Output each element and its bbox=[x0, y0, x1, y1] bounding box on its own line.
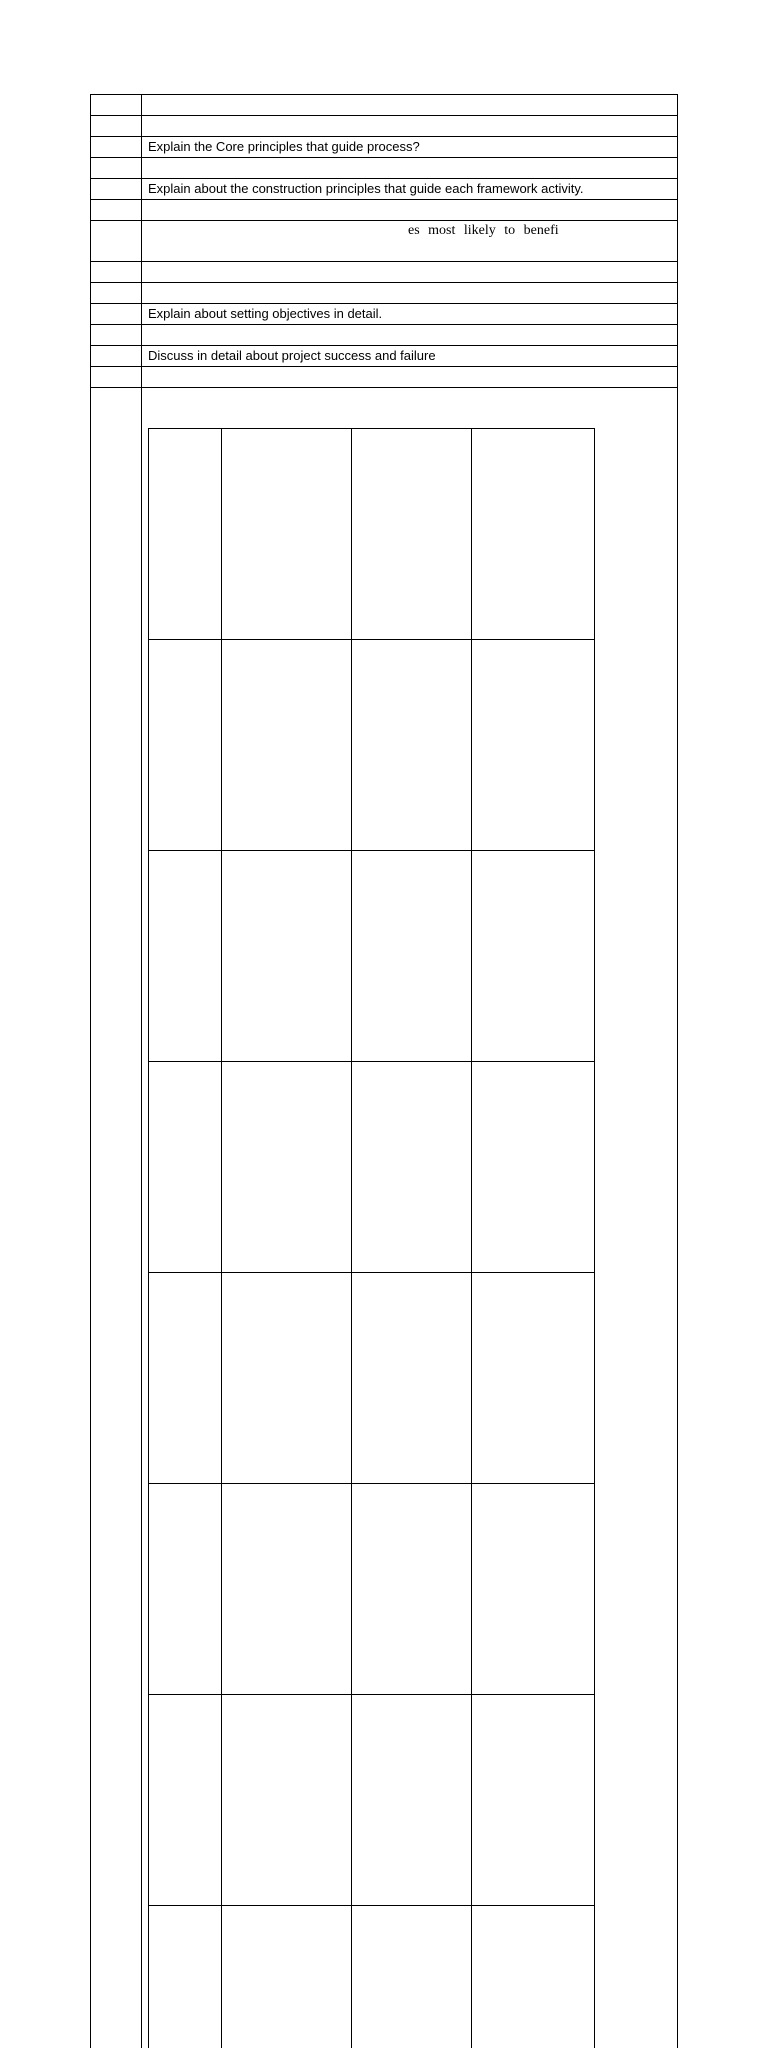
inner-table-cell bbox=[149, 1062, 222, 1273]
question-cell: Explain about setting objectives in detail. bbox=[142, 304, 678, 325]
row-number-cell bbox=[91, 262, 142, 283]
row-number-cell bbox=[91, 200, 142, 221]
row-number-cell bbox=[91, 116, 142, 137]
inner-table-cell bbox=[472, 1273, 595, 1484]
table-row bbox=[91, 221, 678, 262]
row-number-cell bbox=[91, 158, 142, 179]
row-number-cell bbox=[91, 388, 142, 2048]
table-row bbox=[91, 346, 678, 367]
inner-table-cell bbox=[472, 1062, 595, 1273]
inner-table-cell bbox=[149, 429, 222, 640]
inner-table-row bbox=[149, 851, 595, 1062]
inner-table-cell bbox=[222, 429, 352, 640]
row-number-cell bbox=[91, 179, 142, 200]
table-row bbox=[91, 283, 678, 304]
inner-table-cell bbox=[222, 851, 352, 1062]
inner-table-row bbox=[149, 640, 595, 851]
inner-table-cell bbox=[222, 1062, 352, 1273]
inner-table-cell bbox=[352, 1484, 472, 1695]
inner-table-cell bbox=[222, 1484, 352, 1695]
inner-table-cell bbox=[352, 851, 472, 1062]
inner-table-cell bbox=[222, 1273, 352, 1484]
row-number-cell bbox=[91, 283, 142, 304]
inner-table-cell bbox=[352, 640, 472, 851]
inner-table-row bbox=[149, 1906, 595, 2048]
table-row bbox=[91, 304, 678, 325]
inner-table-cell bbox=[222, 1906, 352, 2048]
row-number-cell bbox=[91, 367, 142, 388]
inner-table-cell bbox=[352, 1695, 472, 1906]
question-cell bbox=[142, 158, 678, 179]
inner-table-cell bbox=[149, 851, 222, 1062]
inner-table-row bbox=[149, 1273, 595, 1484]
inner-table-cell bbox=[472, 851, 595, 1062]
inner-table-cell bbox=[222, 1695, 352, 1906]
row-number-cell bbox=[91, 346, 142, 367]
question-cell bbox=[142, 388, 678, 2048]
inner-table-row bbox=[149, 1062, 595, 1273]
question-cell bbox=[142, 221, 678, 262]
question-cell: Discuss in detail about project success and failure bbox=[142, 346, 678, 367]
inner-table-cell bbox=[352, 429, 472, 640]
table-row bbox=[91, 262, 678, 283]
row-number-cell bbox=[91, 95, 142, 116]
inner-table-cell bbox=[472, 640, 595, 851]
inner-table-cell bbox=[149, 1484, 222, 1695]
row-number-cell bbox=[91, 325, 142, 346]
question-cell: Explain the Core principles that guide process? bbox=[142, 137, 678, 158]
question-cell bbox=[142, 283, 678, 304]
row-number-cell bbox=[91, 221, 142, 262]
question-cell bbox=[142, 200, 678, 221]
inner-table-cell bbox=[222, 640, 352, 851]
inner-table-row bbox=[149, 1484, 595, 1695]
table-row bbox=[91, 388, 678, 2048]
table-row bbox=[91, 179, 678, 200]
question-cell bbox=[142, 116, 678, 137]
row-number-cell bbox=[91, 304, 142, 325]
question-cell: Explain about the construction principles that guide each framework activity. bbox=[142, 179, 678, 200]
text-fragment: es most likely to benefi bbox=[148, 221, 677, 240]
embedded-blank-table bbox=[148, 428, 595, 2048]
inner-table-cell bbox=[472, 1695, 595, 1906]
table-row bbox=[91, 367, 678, 388]
table-row bbox=[91, 95, 678, 116]
inner-table-cell bbox=[352, 1273, 472, 1484]
question-cell bbox=[142, 95, 678, 116]
question-cell bbox=[142, 325, 678, 346]
inner-table-cell bbox=[149, 1906, 222, 2048]
question-sheet bbox=[90, 94, 678, 2048]
questions-table bbox=[90, 94, 678, 2048]
inner-table-cell bbox=[472, 429, 595, 640]
question-cell bbox=[142, 262, 678, 283]
inner-table-cell bbox=[472, 1484, 595, 1695]
table-row bbox=[91, 137, 678, 158]
question-cell bbox=[142, 367, 678, 388]
inner-table-cell bbox=[472, 1906, 595, 2048]
inner-table-row bbox=[149, 1695, 595, 1906]
inner-table-cell bbox=[149, 640, 222, 851]
table-row bbox=[91, 325, 678, 346]
inner-table-row bbox=[149, 429, 595, 640]
inner-table-cell bbox=[352, 1906, 472, 2048]
row-number-cell bbox=[91, 137, 142, 158]
inner-table-cell bbox=[149, 1273, 222, 1484]
table-row bbox=[91, 200, 678, 221]
inner-table-cell bbox=[352, 1062, 472, 1273]
inner-table-cell bbox=[149, 1695, 222, 1906]
table-row bbox=[91, 158, 678, 179]
table-row bbox=[91, 116, 678, 137]
